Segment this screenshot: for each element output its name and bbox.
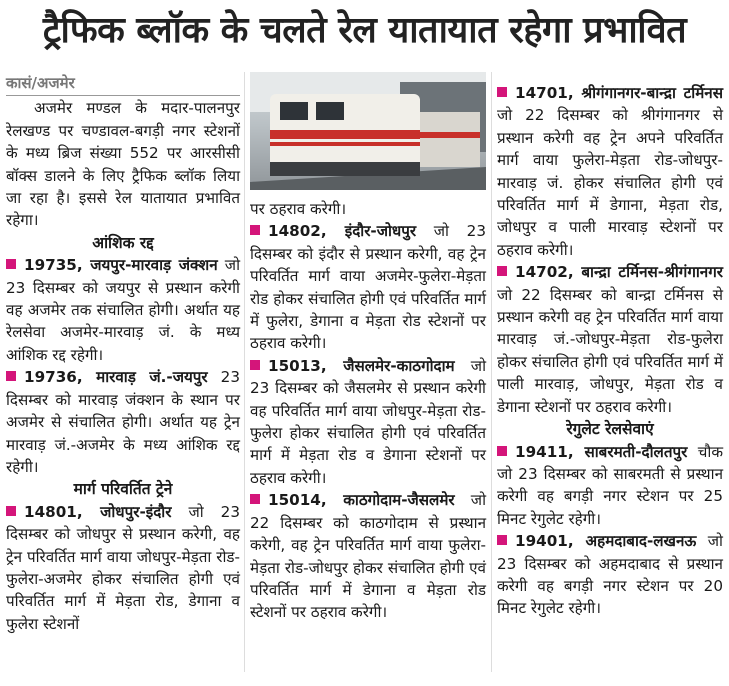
- train-item: 19735, जयपुर-मारवाड़ जंक्शन जो 23 दिसम्बर को जयपुर से प्रस्थान करेगी वह अजमेर तक संचालित होगी। अर्थात यह रेलसेवा अजमेर-मारवाड़ जं. के मध्य आंशिक रद्द रहेगी।: [6, 256, 241, 364]
- bullet-square-icon: [250, 360, 260, 370]
- section-heading: आंशिक रद्द: [92, 233, 154, 252]
- train-item: 14701, श्रीगंगानगर-बान्द्रा टर्मिनस जो 22 दिसम्बर को श्रीगंगानगर से प्रस्थान करेगी वह ट्रेन अपने परिवर्तित मार्ग वाया फुलेरा-मेड़ता रोड-जोधपुर-मारवाड़ जं. होकर संचालित होगी एवं परिवर्तित मार्ग में डेगाना, मेड़ता रोड, जोधपुर व पाली मारवाड़ स्टेशनों पर ठहराव करेगी।: [497, 84, 723, 259]
- locomotive-image: [250, 72, 486, 190]
- train-item: 19411, साबरमती-दौलतपुर चौक जो 23 दिसम्बर को साबरमती से प्रस्थान करेगी वह बगड़ी नगर स्टेशन पर 25 मिनट रेगुलेट रहेगी।: [497, 442, 723, 528]
- train-item: 14802, इंदौर-जोधपुर जो 23 दिसम्बर को इंदौर से प्रस्थान करेगी, वह ट्रेन परिवर्तित मार्ग वाया अजमेर-फुलेरा-मेड़ता रोड होकर संचालित होगी एवं परिवर्तित मार्ग में फुलेरा, डेगाना व मेड़ता रोड स्टेशनों पर ठहराव करेगी।: [250, 222, 487, 353]
- train-item: 15013, जैसलमेर-काठगोदाम जो 23 दिसम्बर को जैसलमेर से प्रस्थान करेगी वह परिवर्तित मार्ग वाया जोधपुर-मेड़ता रोड-फुलेरा होकर संचालित होगी एवं परिवर्तित मार्ग में मेड़ता रोड व डेगाना स्टेशनों पर ठहराव करेगी।: [250, 356, 486, 487]
- train-item: 14702, बान्द्रा टर्मिनस-श्रीगंगानगर जो 22 दिसम्बर को बान्द्रा टर्मिनस से प्रस्थान करेगी वह ट्रेन परिवर्तित मार्ग वाया मारवाड़ जं.-जोधपुर-मेड़ता रोड-फुलेरा होकर संचालित होगी एवं परिवर्तित मार्ग में पाली मारवाड़, जोधपुर, मेड़ता रोड व डेगाना स्टेशनों पर ठहराव करेगी।: [497, 263, 724, 416]
- dateline: कासं/अजमेर: [6, 72, 240, 96]
- column-divider: [491, 72, 492, 672]
- train-item: 14801, जोधपुर-इंदौर जो 23 दिसम्बर को जोधपुर से प्रस्थान करेगी, वह ट्रेन परिवर्तित मार्ग वाया जोधपुर-मेड़ता रोड-फुलेरा-अजमेर होकर संचालित होगी एवं परिवर्तित मार्ग में मेड़ता रोड, डेगाना व फुलेरा स्टेशनों: [6, 502, 240, 633]
- train-item-continued: पर ठहराव करेगी।: [250, 200, 347, 218]
- column-3: [497, 82, 723, 620]
- column-1: [6, 72, 240, 635]
- bullet-square-icon: [6, 371, 16, 381]
- bullet-square-icon: [250, 225, 260, 235]
- train-item: 15014, काठगोदाम-जैसलमेर जो 22 दिसम्बर को काठगोदाम से प्रस्थान करेगी, वह ट्रेन परिवर्तित मार्ग वाया फुलेरा-मेड़ता रोड-जोधपुर होकर संचालित होगी एवं परिवर्तित मार्ग में डेगाना व मेड़ता रोड स्टेशनों पर ठहराव करेगी।: [250, 491, 486, 622]
- bullet-square-icon: [497, 535, 507, 545]
- section-heading: रेगुलेट रेलसेवाएं: [566, 420, 654, 439]
- bullet-square-icon: [250, 494, 260, 504]
- train-photo: [250, 72, 486, 190]
- bullet-square-icon: [497, 446, 507, 456]
- headline: ट्रैफिक ब्लॉक के चलते रेल यातायात रहेगा प्रभावित: [42, 10, 687, 51]
- section-heading: मार्ग परिवर्तित ट्रेने: [73, 480, 173, 499]
- bullet-square-icon: [6, 506, 16, 516]
- column-divider: [244, 72, 245, 672]
- train-item: 19736, मारवाड़ जं.-जयपुर 23 दिसम्बर को मारवाड़ जंक्शन के स्थान पर अजमेर से संचालित होगी। अर्थात यह ट्रेन मारवाड़ जं.-अजमेर के मध्य आंशिक रद्द रहेगी।: [6, 368, 241, 476]
- train-item: 19401, अहमदाबाद-लखनऊ जो 23 दिसम्बर को अहमदाबाद से प्रस्थान करेगी वह बगड़ी नगर स्टेशन पर 20 मिनट रेगुलेट रहेगी।: [497, 532, 723, 618]
- intro-paragraph: अजमेर मण्डल के मदार-पालनपुर रेलखण्ड पर चण्डावल-बगड़ी नगर स्टेशनों के मध्य ब्रिज संख्या 552 पर आरसीसी बॉक्स डालने के लिए ट्रैफिक ब्लॉक लिया जा रहा है। इससे रेल यातायात प्रभावित रहेगा।: [6, 99, 240, 230]
- column-2: [250, 198, 486, 624]
- bullet-square-icon: [6, 259, 16, 269]
- bullet-square-icon: [497, 266, 507, 276]
- bullet-square-icon: [497, 87, 507, 97]
